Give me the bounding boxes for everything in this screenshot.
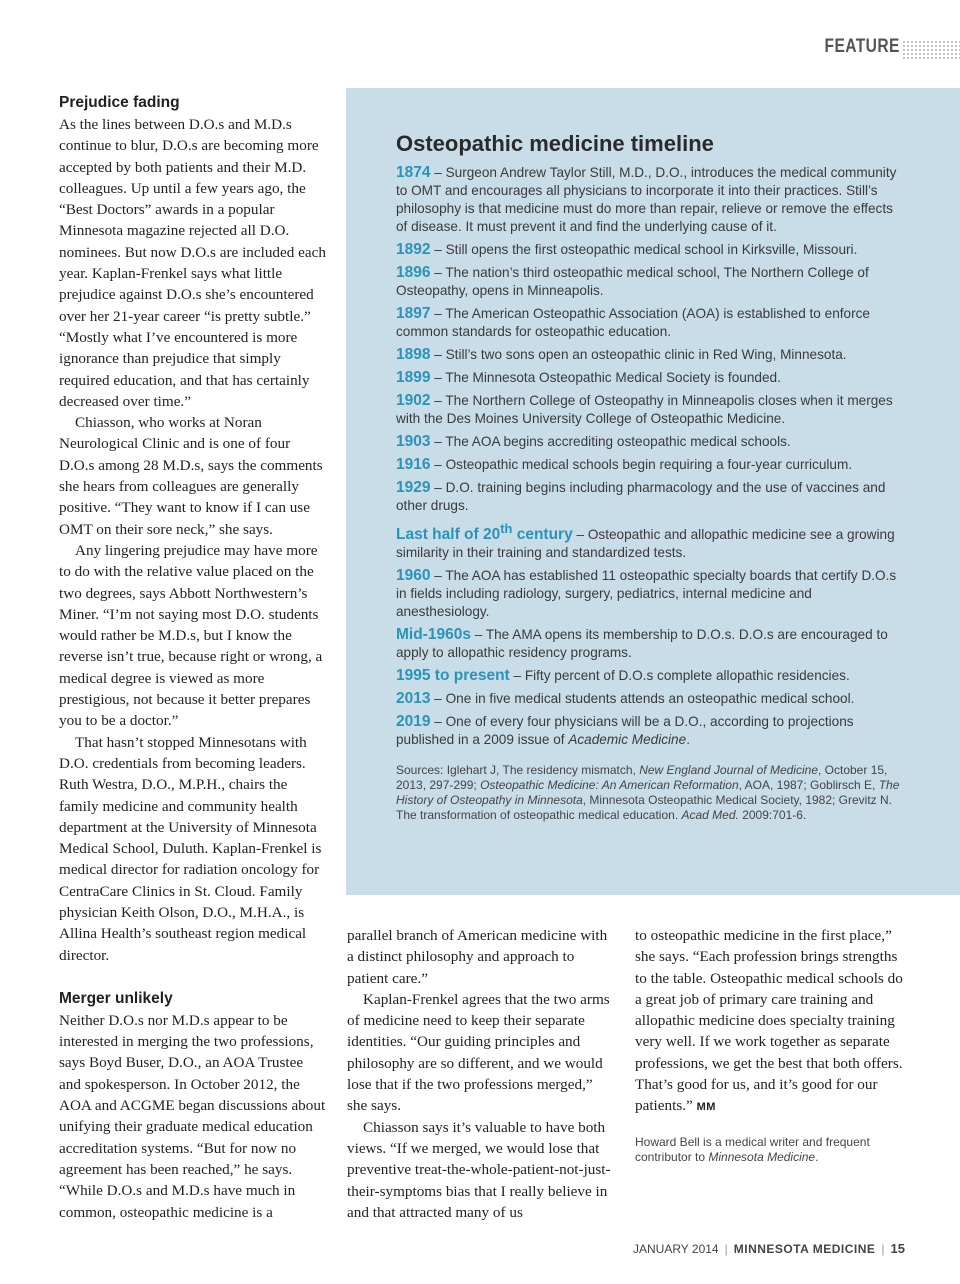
timeline-sidebar bbox=[346, 88, 960, 895]
timeline-year: 1898 bbox=[396, 346, 431, 363]
timeline-entry bbox=[396, 264, 906, 300]
paragraph: to osteopathic medicine in the first place,” she says. “Each profession brings strengths to the table. Osteopathic medical schools do a great job of primary care training and allopathic medicine does specialty training very well. If we work together as separate professions, we get the best that both offers. That’s good for us, and it’s good for our patients.” MM bbox=[635, 927, 903, 1115]
timeline-text: – The American Osteopathic Association (AOA) is established to enforce common standards for osteopathic education. bbox=[396, 306, 870, 339]
timeline-year: 1896 bbox=[396, 264, 431, 281]
page-footer bbox=[633, 1241, 905, 1256]
timeline-entry bbox=[396, 369, 906, 387]
timeline-year: 1960 bbox=[396, 567, 431, 585]
timeline-year: 1903 bbox=[396, 433, 431, 450]
section-label: FEATURE bbox=[824, 36, 900, 57]
timeline-entry bbox=[396, 520, 906, 562]
timeline-entry bbox=[396, 392, 906, 428]
timeline-text: – D.O. training begins including pharmacology and the use of vaccines and other drugs. bbox=[396, 480, 886, 513]
timeline-entry bbox=[396, 479, 906, 515]
timeline-text: – The AMA opens its membership to D.O.s. D.O.s are encouraged to apply to allopathic residency programs. bbox=[396, 627, 888, 661]
timeline-text: – Still opens the first osteopathic medical school in Kirksville, Missouri. bbox=[430, 242, 858, 257]
paragraph: Neither D.O.s nor M.D.s appear to be interested in merging the two professions, says Boyd Buser, D.O., an AOA Trustee and spokesperson. In October 2012, the AOA and ACGME began discussions about unifying their graduate medical education accreditation systems. “But for now no agreement has been reached,” he says. “While D.O.s and M.D.s have much in common, osteopathic medicine is a bbox=[59, 1011, 326, 1221]
timeline-year: 1874 bbox=[396, 164, 431, 181]
timeline-year: Mid-1960s bbox=[396, 626, 471, 644]
end-mark: MM bbox=[696, 1101, 716, 1114]
paragraph: As the lines between D.O.s and M.D.s continue to blur, D.O.s are becoming more accepted by both patients and their M.D. colleagues. Up until a few years ago, the “Best Doctors” awards in a popular Minnesota magazine rejected all D.O. nominees. But now D.O.s are included each year. Kaplan-Frenkel says what little prejudice against D.O.s she’s encountered over her 21-year career “is pretty subtle.” “Mostly what I’ve encountered is more ignorance than prejudice that simply required education, and that has certainly decreased over time.” bbox=[59, 116, 326, 410]
paragraph: Chiasson says it’s valuable to have both views. “If we merged, we would lose that preventive treat-the-whole-patient-not-just-their-symptoms bias that I really believe in and that attracted many of us bbox=[347, 1118, 611, 1221]
timeline-text: – One in five medical students attends an osteopathic medical school. bbox=[430, 691, 855, 707]
timeline-text: – The AOA begins accrediting osteopathic medical schools. bbox=[430, 434, 791, 449]
author-bio: Howard Bell is a medical writer and frequent contributor to Minnesota Medicine. bbox=[635, 1134, 870, 1164]
timeline-year: 2019 bbox=[396, 713, 431, 731]
timeline-entry bbox=[396, 305, 906, 341]
header-dot-pattern bbox=[902, 40, 960, 60]
subheading-merger-unlikely: Merger unlikely bbox=[59, 989, 173, 1007]
timeline-text: – The Minnesota Osteopathic Medical Society is founded. bbox=[430, 370, 781, 385]
article-column-1 bbox=[59, 92, 327, 1223]
sidebar-title: Osteopathic medicine timeline bbox=[396, 131, 714, 156]
sources-citation: Sources: Iglehart J, The residency mismatch, New England Journal of Medicine, October 15, 2013, 297-299; Osteopathic Medicine: An American Reformation, AOA, 1987; Goblirsch E, The History of Osteopathy in Minnesota, Minnesota Osteopathic Medical Society, 1982; Grevitz N. The transformation of osteopathic medical education. Acad Med. 2009:701-6. bbox=[396, 763, 900, 823]
paragraph: That hasn’t stopped Minnesotans with D.O. credentials from becoming leaders. Ruth Westra, D.O., M.P.H., chairs the family medicine and community health department at the University of Minnesota Medical School, Duluth. Kaplan-Frenkel is medical director for radiation oncology for CentraCare Clinics in St. Cloud. Family physician Keith Olson, D.O., M.H.A., is Allina Health’s southeast region medical director. bbox=[59, 733, 322, 964]
timeline-entry bbox=[396, 433, 906, 451]
timeline-year: 1899 bbox=[396, 369, 431, 386]
timeline-entry bbox=[396, 164, 906, 236]
timeline-entry bbox=[396, 690, 906, 708]
timeline-text: – Osteopathic and allopathic medicine see a growing similarity in their training and standardized tests. bbox=[396, 527, 895, 561]
timeline-text: – Surgeon Andrew Taylor Still, M.D., D.O., introduces the medical community to OMT and encourages all physicians to incorporate it into their practices. Still’s philosophy is that medicine must do more than repair, relieve or remove the effects of disease. It must prevent it and find the underlying cause of it. bbox=[396, 165, 897, 234]
footer-separator: | bbox=[724, 1242, 728, 1256]
paragraph: Any lingering prejudice may have more to do with the relative value placed on the two degrees, says Abbott Northwestern’s Miner. “I’m not saying most D.O. students would rather be M.D.s, but I know the reverse isn’t true, because right or wrong, a medical degree is viewed as more prestigious, not because it better prepares you to be a doctor.” bbox=[59, 541, 323, 730]
timeline-year: Last half of 20th century bbox=[396, 521, 573, 544]
paragraph: Kaplan-Frenkel agrees that the two arms of medicine need to keep their separate identities. “Our guiding principles and philosophy are so different, and we would lose that if the two professions merged,” she says. bbox=[347, 990, 610, 1115]
timeline-entry bbox=[396, 456, 906, 474]
timeline-entry bbox=[396, 567, 906, 621]
timeline-text: – The Northern College of Osteopathy in Minneapolis closes when it merges with the Des Moines University College of Osteopathic Medicine. bbox=[396, 393, 893, 426]
timeline-text: – Fifty percent of D.O.s complete allopathic residencies. bbox=[509, 668, 850, 684]
timeline-entry bbox=[396, 667, 906, 685]
paragraph: Chiasson, who works at Noran Neurological Clinic and is one of four D.O.s among 28 M.D.s, says the comments she hears from colleagues are generally positive. “They want to know if I can use OMT on their sore neck,” she says. bbox=[59, 414, 323, 538]
paragraph: parallel branch of American medicine with a distinct philosophy and approach to patient care.” bbox=[347, 927, 608, 987]
timeline-year: 1897 bbox=[396, 305, 431, 322]
timeline-entry: 2019 – One of every four physicians will be a D.O., according to projections published in a 2009 issue of Academic Medicine. bbox=[396, 713, 854, 748]
timeline-text: – Osteopathic medical schools begin requiring a four-year curriculum. bbox=[430, 457, 853, 472]
timeline-year: 1892 bbox=[396, 241, 431, 258]
timeline-year: 1916 bbox=[396, 456, 431, 473]
timeline-text: – Still’s two sons open an osteopathic clinic in Red Wing, Minnesota. bbox=[430, 347, 847, 362]
timeline-year: 1902 bbox=[396, 392, 431, 409]
timeline-year: 2013 bbox=[396, 690, 431, 708]
publication-name: MINNESOTA MEDICINE bbox=[733, 1242, 876, 1256]
timeline-year: 1995 to present bbox=[396, 667, 510, 685]
timeline-entry bbox=[396, 241, 906, 259]
page-number: 15 bbox=[890, 1241, 905, 1256]
timeline-entry bbox=[396, 346, 906, 364]
timeline-entry bbox=[396, 626, 906, 662]
article-column-3 bbox=[635, 925, 905, 1165]
timeline-year: 1929 bbox=[396, 479, 431, 496]
issue-date: JANUARY 2014 bbox=[633, 1242, 719, 1256]
subheading-prejudice-fading: Prejudice fading bbox=[59, 94, 180, 111]
timeline-text: – The nation’s third osteopathic medical school, The Northern College of Osteopathy, opens in Minneapolis. bbox=[396, 265, 869, 298]
footer-separator: | bbox=[881, 1242, 885, 1256]
timeline-text: – The AOA has established 11 osteopathic specialty boards that certify D.O.s in fields including radiology, surgery, pediatrics, internal medicine and anesthesiology. bbox=[396, 568, 897, 620]
article-column-2 bbox=[347, 925, 615, 1223]
